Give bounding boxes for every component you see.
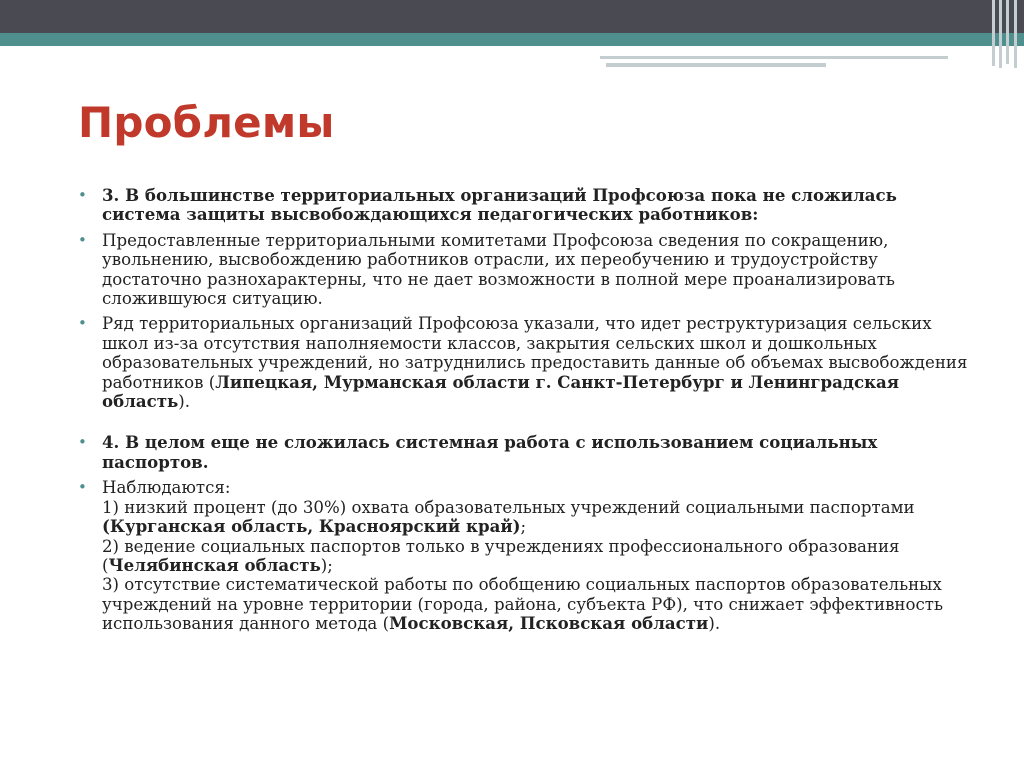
bullet-icon: •	[78, 433, 87, 452]
observation-1-end: ;	[520, 517, 527, 537]
observation-3-regions: Московская, Псковская области	[389, 613, 709, 634]
observation-2-text: 2) ведение социальных паспортов только в учреждениях профессионального образования (	[102, 536, 900, 575]
decorative-vertical-bars	[990, 0, 1024, 68]
bullet-icon: •	[78, 314, 87, 333]
regions-list: Липецкая, Мурманская области г. Санкт-Петербург и Ленинградская область	[102, 371, 900, 412]
observation-3-end: ).	[708, 614, 721, 634]
bullet-icon: •	[78, 478, 87, 497]
list-item	[78, 231, 978, 309]
decorative-line	[606, 63, 826, 67]
list-item	[78, 478, 978, 633]
observation-1-text: 1) низкий процент (до 30%) охвата образовательных учреждений социальными паспортами	[102, 497, 915, 517]
restructuring-text: Ряд территориальных организаций Профсоюза указали, что идет реструктуризация сельских школ из-за отсутствия наполняемости классов, закрытия сельских школ и дошкольных образовательных учреждений, но затруднились предоставить данные об объемах высвобождения работников (	[102, 314, 968, 392]
observations-intro: Наблюдаются:	[102, 478, 231, 498]
slide-title: Проблемы	[78, 98, 335, 147]
top-teal-band	[0, 33, 1024, 46]
problem-3-heading: 3. В большинстве территориальных организаций Профсоюза пока не сложилась система защиты высвобождающихся педагогических работников:	[102, 185, 897, 225]
restructuring-text-end: ).	[178, 392, 190, 412]
decorative-bar	[999, 0, 1002, 68]
decorative-bar	[992, 0, 995, 66]
observation-1-regions: (Курганская область, Красноярский край)	[102, 516, 521, 537]
decorative-bar	[1006, 0, 1009, 64]
list-item	[78, 186, 978, 225]
bullet-icon: •	[78, 186, 87, 204]
decorative-bar	[1014, 0, 1017, 68]
list-item	[78, 314, 978, 411]
observation-3-text: 3) отсутствие систематической работы по обобщению социальных паспортов образовательных учреждений на уровне территории (города, района, субъекта РФ), что снижает эффективность использования данного метода (	[102, 575, 943, 634]
decorative-line	[600, 56, 948, 59]
top-dark-band	[0, 0, 1024, 33]
problem-4-heading: 4. В целом еще не сложилась системная работа с использованием социальных паспортов.	[102, 432, 878, 472]
bullet-list	[78, 186, 978, 634]
list-item	[78, 433, 978, 472]
committee-data-text: Предоставленные территориальными комитетами Профсоюза сведения по сокращению, увольнению, высвобождению работников отрасли, их переобучению и трудоустройству достаточно разнохарактерны, что не дает возможности в полной мере проанализировать сложившуюся ситуацию.	[102, 230, 895, 309]
bullet-icon: •	[78, 230, 87, 249]
observation-2-end: );	[320, 555, 333, 575]
observation-2-regions: Челябинская область	[108, 554, 321, 575]
